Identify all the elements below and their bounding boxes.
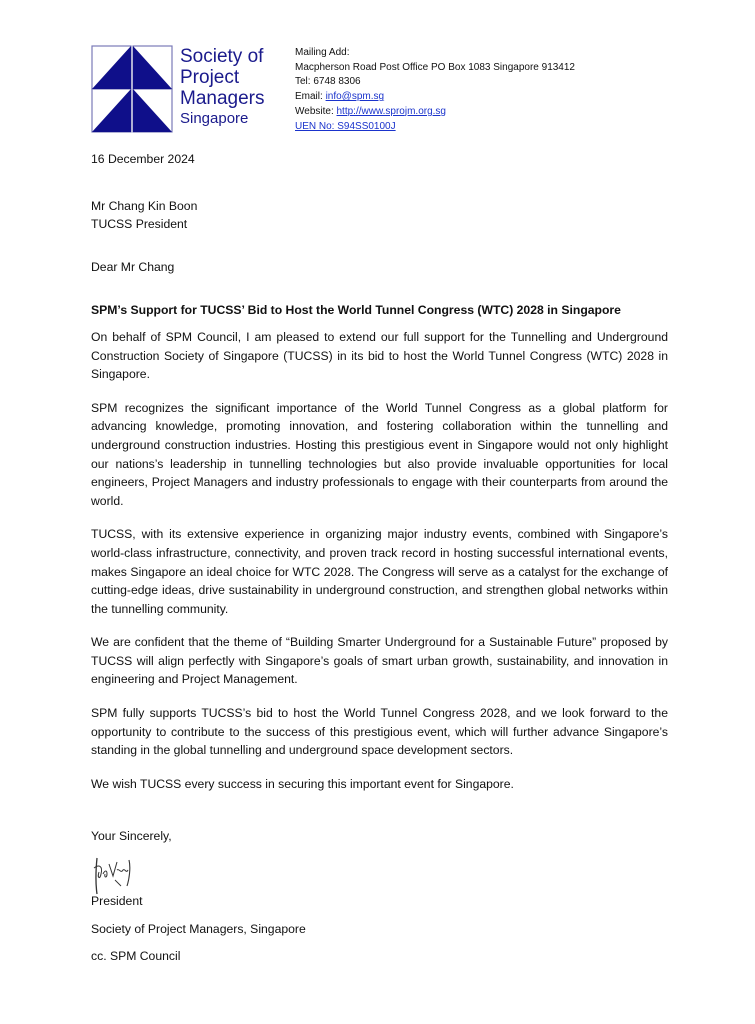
uen-link[interactable]: UEN No: S94SS0100J — [295, 120, 396, 132]
signer-title: President — [91, 894, 143, 909]
salutation: Dear Mr Chang — [91, 259, 175, 274]
email-link[interactable]: info@spm.sg — [325, 91, 385, 103]
paragraph-3: TUCSS, with its extensive experience in organizing major industry events, combined with Singapore’s world-class infrastructure, connectivity, and proven track record in hosting successful international events, makes Singapore an ideal choice for WTC 2028. The Congress will serve as a catalyst for the exchange of cutting-edge ideas, drive sustainability in underground construction, and strengthen global networks within the tunnelling community. — [91, 527, 668, 616]
contact-block — [295, 46, 575, 134]
spm-logo — [91, 45, 271, 133]
telephone: Tel: 6748 8306 — [295, 76, 361, 88]
cc-line: cc. SPM Council — [91, 949, 181, 964]
uen-line — [295, 120, 575, 135]
paragraph-5: SPM fully supports TUCSS’s bid to host the World Tunnel Congress 2028, and we look forward to the opportunity to contribute to the success of this prestigious event, which will further advance Singapore’s standing in the global tunnelling and underground space development sectors. — [91, 706, 668, 758]
email-label: Email: — [295, 91, 326, 103]
closing: Your Sincerely, — [91, 829, 172, 844]
mailing-address: Macpherson Road Post Office PO Box 1083 Singapore 913412 — [295, 61, 575, 73]
website-link[interactable]: http://www.sprojm.org.sg — [336, 105, 446, 117]
organization: Society of Project Managers, Singapore — [91, 921, 306, 936]
recipient-title: TUCSS President — [91, 217, 188, 232]
logo-line-1: Society of — [180, 46, 264, 67]
logo-wordmark — [180, 46, 265, 128]
website-line — [295, 105, 575, 120]
email-line — [295, 90, 575, 105]
letter-body — [91, 150, 668, 966]
paragraph-2: SPM recognizes the significant importance of the World Tunnel Congress as a global platform for advancing knowledge, promoting innovation, and fostering collaboration within the tunnelling and underground construction industries. Hosting this prestigious event in Singapore would not only highlight our nations’s leadership in tunnelling technologies but also provide invaluable opportunities for local engineers, Project Managers and industry professionals to engage with their counterparts from around the world. — [91, 400, 668, 508]
mailing-label: Mailing Add: — [295, 47, 350, 58]
paragraph-1: On behalf of SPM Council, I am pleased to extend our full support for the Tunnelling and Underground Construction Society of Singapore (TUCSS) in its bid to host the World Tunnel Congress (WTC) 2028 in Singapore. — [91, 329, 668, 382]
letter-subject: SPM’s Support for TUCSS’ Bid to Host the World Tunnel Congress (WTC) 2028 in Singapore — [91, 303, 621, 318]
handwritten-signature-icon — [91, 856, 141, 898]
letter-date: 16 December 2024 — [91, 152, 195, 166]
recipient-name: Mr Chang Kin Boon — [91, 198, 198, 213]
paragraph-4: We are confident that the theme of “Building Smarter Underground for a Sustainable Future” proposed by TUCSS will align perfectly with Singapore’s goals of smart urban growth, sustainability, and innovation in engineering and Project Management. — [91, 635, 668, 687]
logo-line-2: Project — [180, 67, 240, 88]
spm-triangle-logo-icon — [91, 45, 173, 133]
website-label: Website: — [295, 105, 337, 117]
logo-line-3: Managers — [180, 88, 265, 109]
paragraph-6: We wish TUCSS every success in securing this important event for Singapore. — [91, 776, 514, 791]
logo-line-4: Singapore — [180, 110, 249, 127]
